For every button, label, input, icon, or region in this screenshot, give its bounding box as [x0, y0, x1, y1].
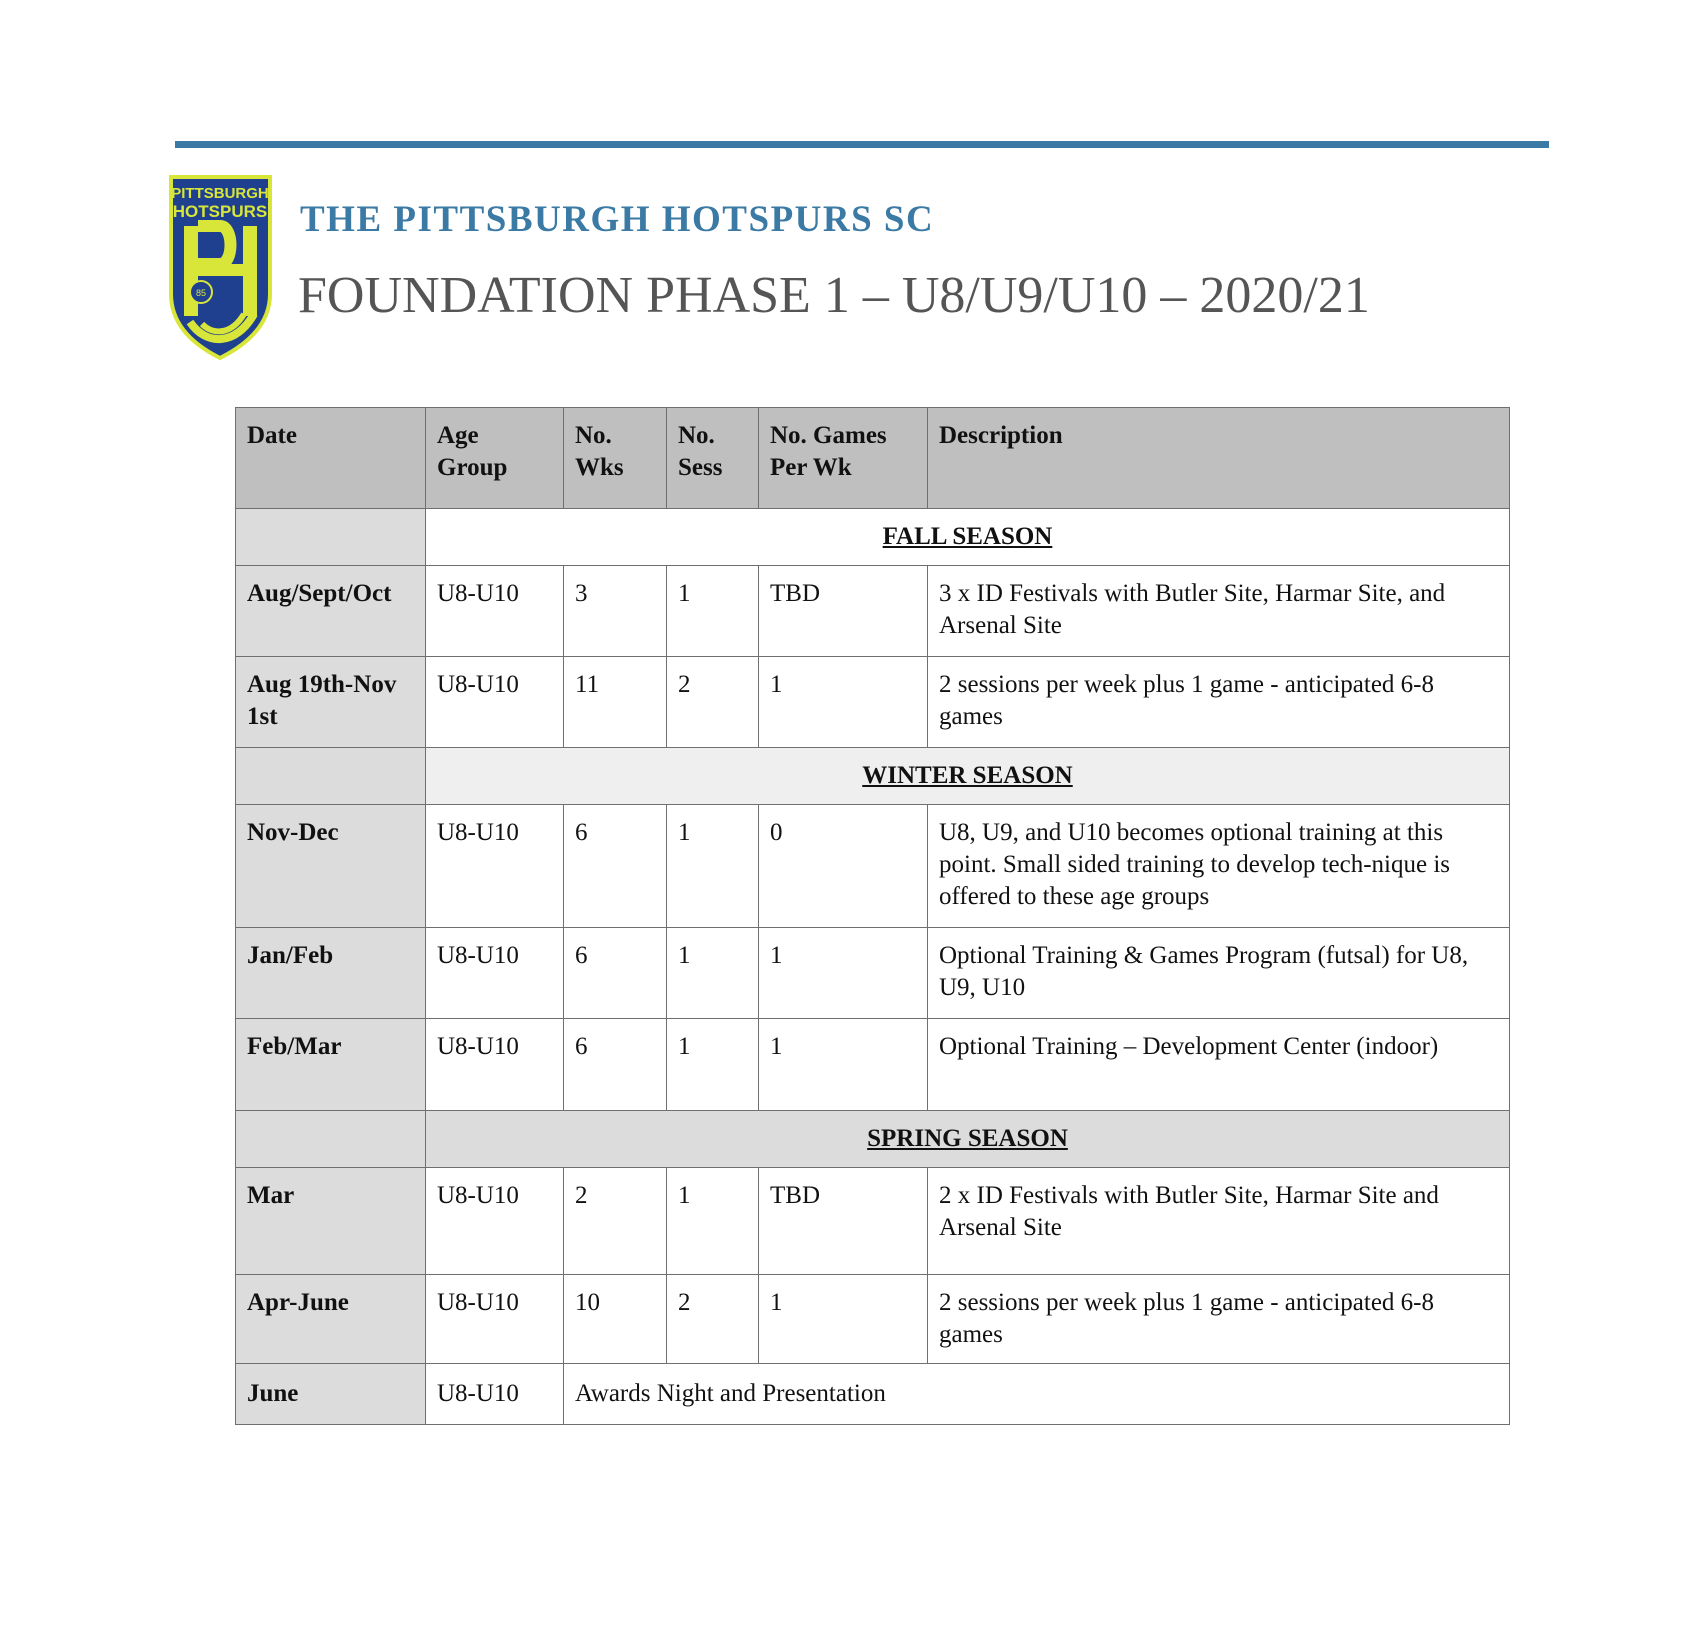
row-description: Optional Training – Development Center (indoor) — [928, 1019, 1510, 1111]
row-description: 3 x ID Festivals with Butler Site, Harmar Site, and Arsenal Site — [928, 566, 1510, 657]
row-weeks: 11 — [564, 657, 667, 748]
row-sessions: 1 — [667, 928, 759, 1019]
row-merged-description: Awards Night and Presentation — [564, 1364, 1510, 1425]
season-row-winter — [236, 748, 1510, 805]
row-description: Optional Training & Games Program (futsal) for U8, U9, U10 — [928, 928, 1510, 1019]
season-row-fall — [236, 509, 1510, 566]
row-weeks: 10 — [564, 1275, 667, 1364]
row-weeks: 2 — [564, 1168, 667, 1275]
table-row — [236, 1168, 1510, 1275]
row-date: Mar — [236, 1168, 426, 1275]
row-date: Jan/Feb — [236, 928, 426, 1019]
row-age-group: U8-U10 — [426, 1168, 564, 1275]
table-row — [236, 805, 1510, 928]
row-weeks: 6 — [564, 1019, 667, 1111]
svg-text:HOTSPURS: HOTSPURS — [172, 202, 268, 221]
row-age-group: U8-U10 — [426, 657, 564, 748]
row-date: Aug 19th-Nov 1st — [236, 657, 426, 748]
row-date: Aug/Sept/Oct — [236, 566, 426, 657]
row-description: 2 sessions per week plus 1 game - anticipated 6-8 games — [928, 657, 1510, 748]
season-label-fall: FALL SEASON — [426, 509, 1510, 566]
header-description: Description — [928, 408, 1510, 509]
header-age-group: Age Group — [426, 408, 564, 509]
row-age-group: U8-U10 — [426, 1275, 564, 1364]
row-games: 1 — [759, 1275, 928, 1364]
season-row-spring — [236, 1111, 1510, 1168]
row-sessions: 1 — [667, 566, 759, 657]
svg-text:85: 85 — [195, 288, 207, 298]
row-description: 2 sessions per week plus 1 game - anticipated 6-8 games — [928, 1275, 1510, 1364]
schedule-table — [235, 407, 1510, 1425]
row-date: Feb/Mar — [236, 1019, 426, 1111]
row-date: June — [236, 1364, 426, 1425]
row-sessions: 1 — [667, 1019, 759, 1111]
table-row — [236, 928, 1510, 1019]
row-description: 2 x ID Festivals with Butler Site, Harmar Site and Arsenal Site — [928, 1168, 1510, 1275]
top-rule — [175, 141, 1549, 148]
club-crest-logo — [168, 174, 273, 360]
row-weeks: 6 — [564, 805, 667, 928]
row-weeks: 6 — [564, 928, 667, 1019]
document-title: FOUNDATION PHASE 1 – U8/U9/U10 – 2020/21 — [298, 267, 1370, 324]
table-row — [236, 657, 1510, 748]
row-age-group: U8-U10 — [426, 805, 564, 928]
organization-name: THE PITTSBURGH HOTSPURS SC — [300, 199, 935, 240]
row-games: TBD — [759, 1168, 928, 1275]
row-sessions: 1 — [667, 805, 759, 928]
row-description: U8, U9, and U10 becomes optional training at this point. Small sided training to develop tech-nique is offered to these age groups — [928, 805, 1510, 928]
table-row — [236, 1364, 1510, 1425]
table-row — [236, 1019, 1510, 1111]
row-games: 1 — [759, 1019, 928, 1111]
season-label-spring: SPRING SEASON — [426, 1111, 1510, 1168]
row-sessions: 2 — [667, 1275, 759, 1364]
row-age-group: U8-U10 — [426, 928, 564, 1019]
row-sessions: 2 — [667, 657, 759, 748]
row-games: 1 — [759, 928, 928, 1019]
row-games: 1 — [759, 657, 928, 748]
row-age-group: U8-U10 — [426, 1364, 564, 1425]
header-games-per-week: No. Games Per Wk — [759, 408, 928, 509]
svg-text:PITTSBURGH: PITTSBURGH — [171, 185, 269, 202]
row-date: Nov-Dec — [236, 805, 426, 928]
row-date: Apr-June — [236, 1275, 426, 1364]
table-row — [236, 566, 1510, 657]
row-age-group: U8-U10 — [426, 566, 564, 657]
header-weeks: No. Wks — [564, 408, 667, 509]
row-sessions: 1 — [667, 1168, 759, 1275]
row-games: TBD — [759, 566, 928, 657]
row-weeks: 3 — [564, 566, 667, 657]
header-date: Date — [236, 408, 426, 509]
table-header-row — [236, 408, 1510, 509]
table-row — [236, 1275, 1510, 1364]
season-label-winter: WINTER SEASON — [426, 748, 1510, 805]
header-sessions: No. Sess — [667, 408, 759, 509]
row-age-group: U8-U10 — [426, 1019, 564, 1111]
row-games: 0 — [759, 805, 928, 928]
